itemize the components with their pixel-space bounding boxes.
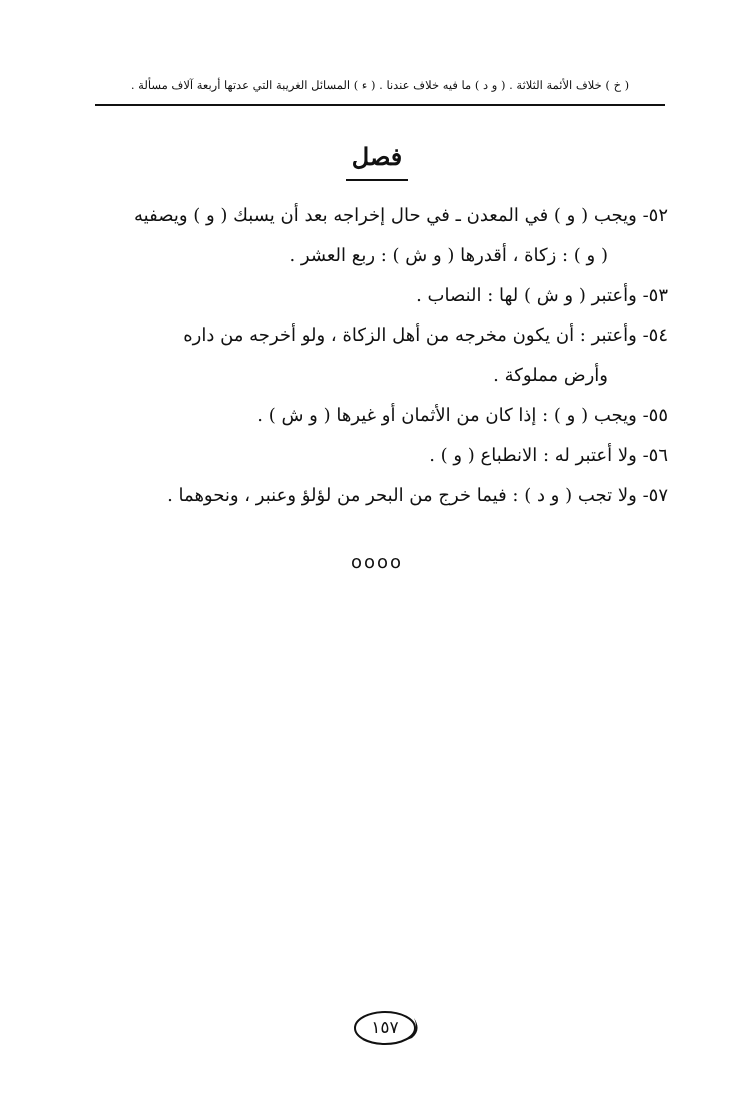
entry-56 bbox=[92, 436, 668, 476]
entry-line bbox=[92, 436, 668, 476]
entry-number: ٥٤- bbox=[642, 325, 668, 346]
entry-line bbox=[92, 316, 668, 356]
page-number: ١٥٧ bbox=[371, 1018, 399, 1038]
header-divider bbox=[95, 104, 665, 106]
entry-line bbox=[92, 276, 668, 316]
entry-52 bbox=[92, 196, 668, 276]
section-title bbox=[0, 137, 754, 181]
entries-list bbox=[92, 196, 668, 516]
entry-number: ٥٦- bbox=[642, 445, 668, 466]
section-end-separator: oooo bbox=[350, 552, 404, 573]
entry-54 bbox=[92, 316, 668, 396]
entry-text: وأعتبر ( و ش ) لها : النصاب . bbox=[416, 285, 637, 306]
entry-number: ٥٧- bbox=[642, 485, 668, 506]
entry-53 bbox=[92, 276, 668, 316]
page-number-badge bbox=[352, 1008, 422, 1048]
entry-number: ٥٣- bbox=[642, 285, 668, 306]
entry-57 bbox=[92, 476, 668, 516]
entry-line-continuation: ( و ) : زكاة ، أقدرها ( و ش ) : ربع العشر . bbox=[289, 245, 608, 266]
entry-line bbox=[92, 196, 668, 236]
running-header: ( خ ) خلاف الأئمة الثلاثة . ( و د ) ما فيه خلاف عندنا . ( ء ) المسائل الغريبة التي عدتها أربعة آلاف مسألة . bbox=[130, 78, 630, 92]
entry-number: ٥٥- bbox=[642, 405, 668, 426]
entry-text: ويجب ( و ) : إذا كان من الأثمان أو غيرها ( و ش ) . bbox=[257, 405, 637, 426]
entry-text: ويجب ( و ) في المعدن ـ في حال إخراجه بعد أن يسبك ( و ) ويصفيه bbox=[134, 205, 637, 226]
entry-text: وأعتبر : أن يكون مخرجه من أهل الزكاة ، ولو أخرجه من داره bbox=[183, 325, 637, 346]
entry-line bbox=[92, 476, 668, 516]
entry-text: ولا تجب ( و د ) : فيما خرج من البحر من لؤلؤ وعنبر ، ونحوهما . bbox=[167, 485, 637, 506]
entry-line bbox=[92, 396, 668, 436]
entry-text: ولا أعتبر له : الانطباع ( و ) . bbox=[429, 445, 637, 466]
entry-line-continuation: وأرض مملوكة . bbox=[493, 365, 608, 386]
entry-55 bbox=[92, 396, 668, 436]
entry-number: ٥٢- bbox=[642, 205, 668, 226]
section-title-text: فصل bbox=[346, 137, 408, 181]
